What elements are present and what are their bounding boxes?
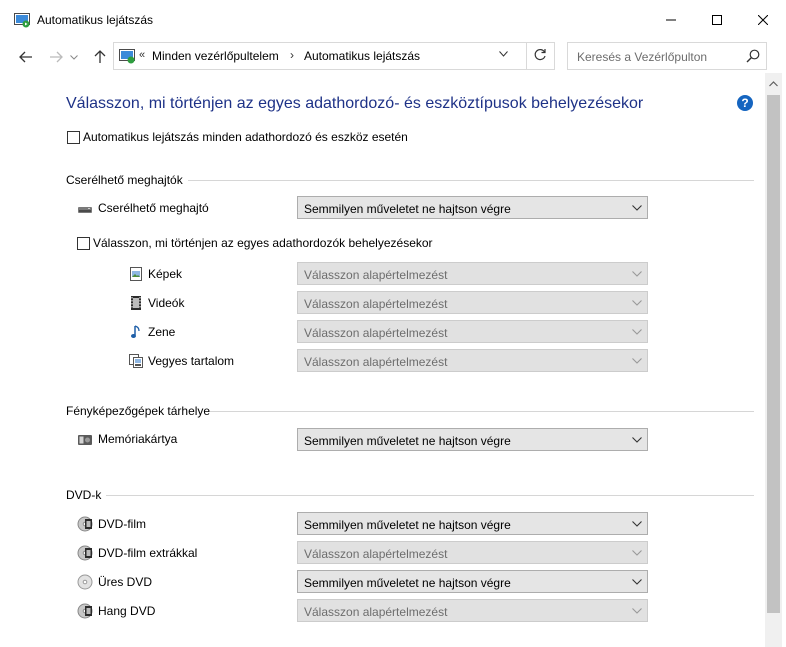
- back-button[interactable]: [14, 46, 38, 68]
- close-button[interactable]: [740, 0, 786, 40]
- pictures-icon: [128, 266, 144, 282]
- audio-dvd-label: Hang DVD: [98, 604, 156, 618]
- removable-drive-label: Cserélhető meghajtó: [98, 201, 209, 215]
- chevron-down-icon: [70, 55, 78, 60]
- breadcrumb-overflow[interactable]: «: [139, 49, 146, 61]
- chevron-down-icon: [632, 437, 642, 443]
- search-icon[interactable]: [746, 49, 760, 63]
- mixed-content-select[interactable]: [297, 349, 648, 372]
- enhanced-dvd-movie-label: DVD-film extrákkal: [98, 546, 198, 560]
- music-select[interactable]: [297, 320, 648, 343]
- navigation-bar: [0, 40, 786, 73]
- section-divider: [210, 411, 754, 412]
- title-bar: [0, 0, 786, 40]
- mixed-content-icon: [128, 353, 144, 369]
- page-title: Válasszon, mi történjen az egyes adathordozó- és eszköztípusok behelyezésekor: [66, 95, 644, 112]
- up-arrow-icon: [94, 50, 106, 64]
- breadcrumb-autoplay[interactable]: Automatikus lejátszás: [304, 49, 421, 63]
- chevron-down-icon: [632, 608, 642, 614]
- removable-drive-select[interactable]: [297, 196, 648, 219]
- camera-storage-heading: Fényképezőgépek tárhelye: [66, 404, 211, 418]
- per-media-checkbox[interactable]: [77, 237, 90, 250]
- audio-dvd-value: Válasszon alapértelmezést: [304, 605, 448, 619]
- blank-dvd-select[interactable]: [297, 570, 648, 593]
- dvd-movie-icon: [77, 516, 93, 532]
- chevron-down-icon: [632, 550, 642, 556]
- enhanced-dvd-movie-select[interactable]: [297, 541, 648, 564]
- pictures-select[interactable]: [297, 262, 648, 285]
- search-placeholder: Keresés a Vezérlőpulton: [577, 50, 708, 64]
- breadcrumb-separator-icon[interactable]: ›: [290, 48, 294, 62]
- blank-dvd-icon: [77, 574, 93, 590]
- forward-arrow-icon: [49, 51, 63, 63]
- audio-dvd-icon: [77, 603, 93, 619]
- window-title: Automatikus lejátszás: [37, 13, 154, 27]
- pictures-label: Képek: [148, 267, 183, 281]
- pictures-value: Válasszon alapértelmezést: [304, 268, 448, 282]
- mixed-content-value: Válasszon alapértelmezést: [304, 355, 448, 369]
- chevron-down-icon: [632, 300, 642, 306]
- chevron-down-icon: [632, 358, 642, 364]
- scroll-up-icon[interactable]: [769, 81, 778, 87]
- address-dropdown-icon[interactable]: [499, 51, 508, 57]
- enhanced-dvd-movie-icon: [77, 545, 93, 561]
- music-value: Válasszon alapértelmezést: [304, 326, 448, 340]
- close-icon: [758, 15, 768, 25]
- chevron-down-icon: [632, 271, 642, 277]
- audio-dvd-select[interactable]: [297, 599, 648, 622]
- section-divider: [106, 495, 754, 496]
- blank-dvd-label: Üres DVD: [98, 575, 153, 589]
- blank-dvd-value: Semmilyen műveletet ne hajtson végre: [304, 576, 511, 590]
- per-media-label[interactable]: Válasszon, mi történjen az egyes adathordozók behelyezésekor: [93, 236, 433, 250]
- maximize-icon: [712, 15, 722, 25]
- address-divider: [526, 43, 527, 69]
- scrollbar-thumb[interactable]: [767, 95, 780, 613]
- chevron-down-icon: [632, 329, 642, 335]
- vertical-scrollbar[interactable]: [765, 73, 782, 647]
- refresh-icon[interactable]: [533, 48, 547, 62]
- mixed-content-label: Vegyes tartalom: [148, 354, 235, 368]
- address-box[interactable]: [113, 42, 555, 70]
- help-icon[interactable]: ?: [737, 95, 753, 111]
- chevron-down-icon: [632, 579, 642, 585]
- videos-icon: [128, 295, 144, 311]
- videos-select[interactable]: [297, 291, 648, 314]
- videos-label: Videók: [148, 296, 185, 310]
- removable-drive-value: Semmilyen műveletet ne hajtson végre: [304, 202, 511, 216]
- autoplay-app-icon: [14, 12, 30, 28]
- up-button[interactable]: [88, 46, 112, 68]
- content-pane: [0, 73, 765, 647]
- memory-card-value: Semmilyen műveletet ne hajtson végre: [304, 434, 511, 448]
- chevron-down-icon: [632, 521, 642, 527]
- recent-locations-button[interactable]: [67, 46, 81, 68]
- music-label: Zene: [148, 325, 176, 339]
- music-icon: [128, 324, 144, 340]
- maximize-button[interactable]: [694, 0, 740, 40]
- chevron-down-icon: [632, 205, 642, 211]
- autoplay-all-checkbox[interactable]: [67, 131, 80, 144]
- search-input[interactable]: [567, 42, 767, 70]
- control-panel-icon: [119, 48, 135, 64]
- minimize-icon: [666, 15, 676, 25]
- memory-card-label: Memóriakártya: [98, 432, 178, 446]
- memory-card-icon: [77, 432, 93, 448]
- autoplay-all-label[interactable]: Automatikus lejátszás minden adathordozó és eszköz esetén: [83, 130, 408, 144]
- dvd-heading: DVD-k: [66, 488, 102, 502]
- dvd-movie-value: Semmilyen műveletet ne hajtson végre: [304, 518, 511, 532]
- dvd-movie-select[interactable]: [297, 512, 648, 535]
- videos-value: Válasszon alapértelmezést: [304, 297, 448, 311]
- enhanced-dvd-movie-value: Válasszon alapértelmezést: [304, 547, 448, 561]
- breadcrumb-control-panel[interactable]: Minden vezérlőpultelem: [152, 49, 279, 63]
- dvd-movie-label: DVD-film: [98, 517, 146, 531]
- section-divider: [188, 180, 754, 181]
- back-arrow-icon: [19, 51, 33, 63]
- memory-card-select[interactable]: [297, 428, 648, 451]
- minimize-button[interactable]: [648, 0, 694, 40]
- forward-button[interactable]: [44, 46, 68, 68]
- removable-drives-heading: Cserélhető meghajtók: [66, 173, 183, 187]
- removable-drive-icon: [77, 202, 93, 218]
